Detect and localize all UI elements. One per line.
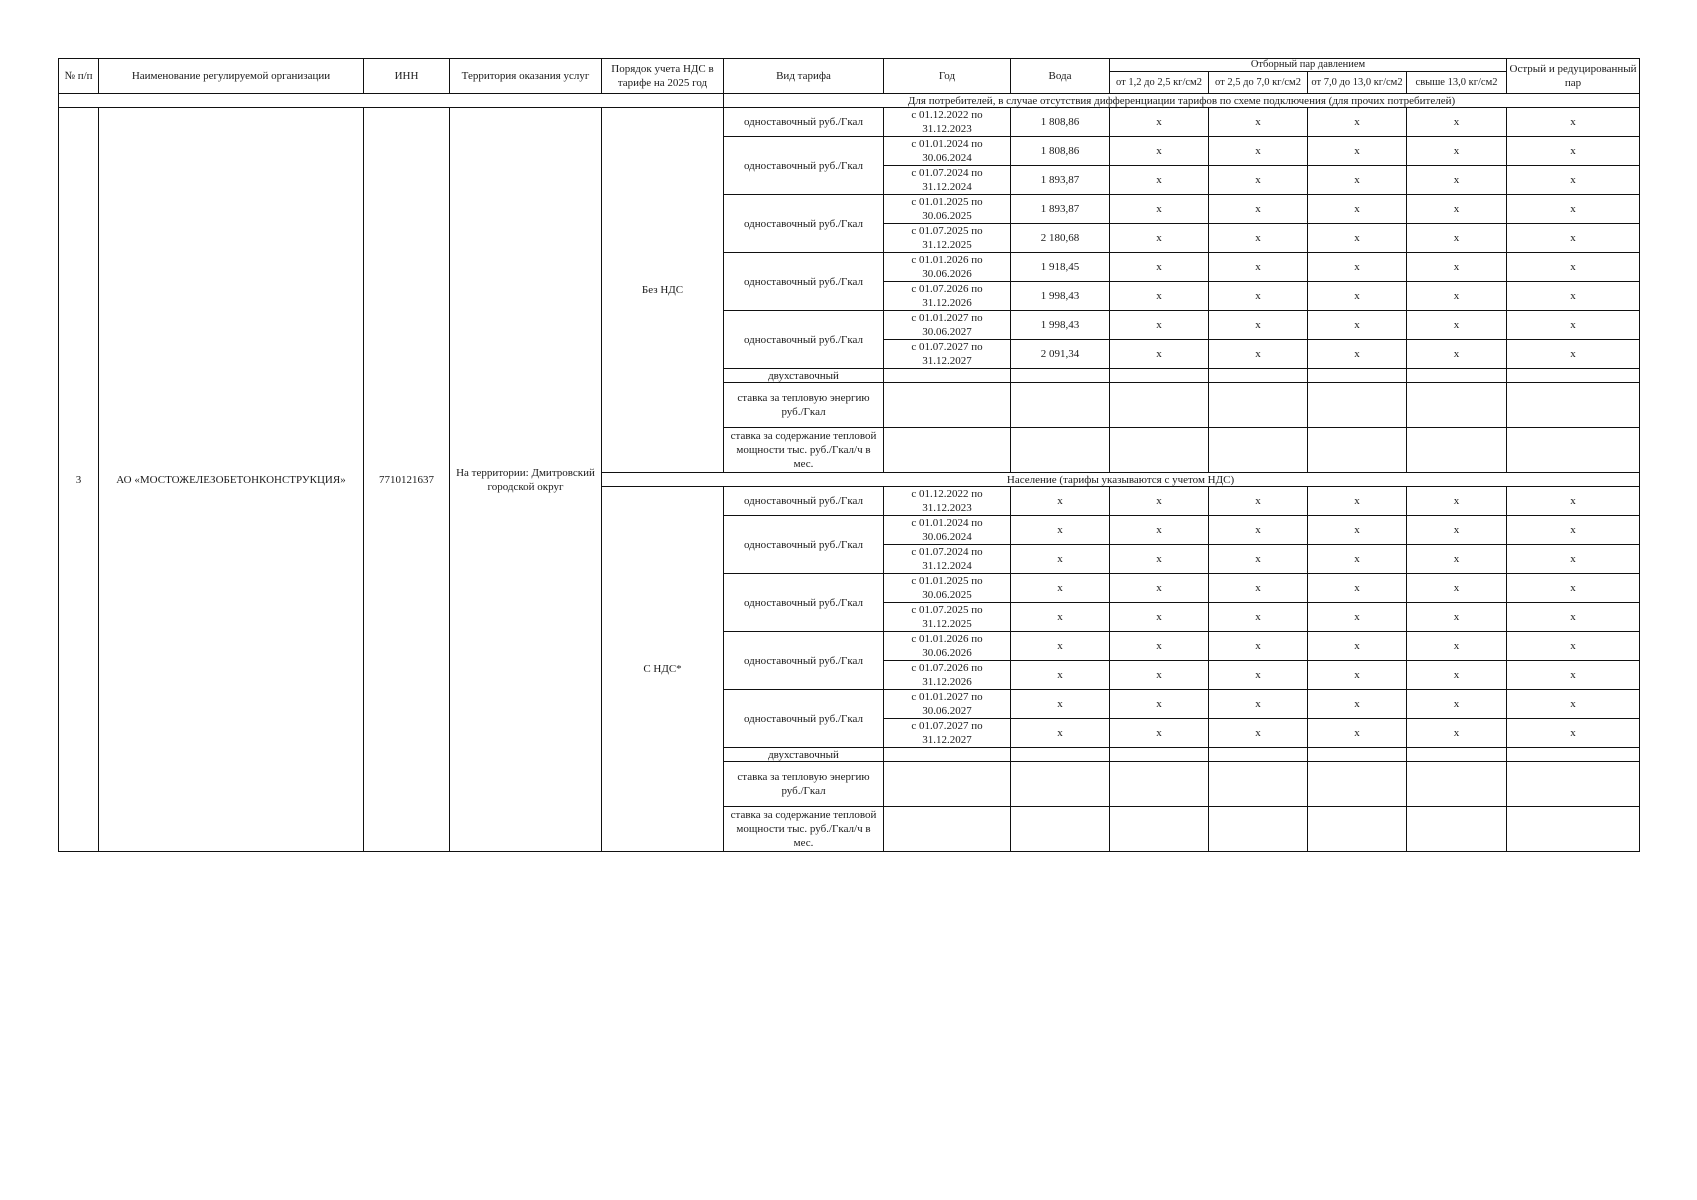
empty-cell	[1507, 428, 1640, 473]
steam-value: x	[1407, 137, 1507, 166]
empty-cell	[1507, 748, 1640, 762]
empty-cell	[1507, 383, 1640, 428]
empty-cell	[1308, 383, 1407, 428]
steam-value: x	[1209, 545, 1308, 574]
water-value: 1 808,86	[1011, 108, 1110, 137]
header-water: Вода	[1011, 59, 1110, 94]
steam-value: x	[1209, 340, 1308, 369]
steam-value: x	[1308, 574, 1407, 603]
rate-capacity-label: ставка за содержание тепловой мощности тыс. руб./Гкал/ч в мес.	[724, 428, 884, 473]
water-value: x	[1011, 574, 1110, 603]
header-org: Наименование регулируемой организации	[99, 59, 364, 94]
empty-cell	[1308, 428, 1407, 473]
period: с 01.07.2027 по 31.12.2027	[884, 719, 1011, 748]
steam-value: x	[1407, 719, 1507, 748]
steam-value: x	[1308, 603, 1407, 632]
org-territory: На территории: Дмитровский городской округ	[450, 108, 602, 852]
steam-value: x	[1407, 516, 1507, 545]
steam-value: x	[1407, 632, 1507, 661]
steam-value: x	[1308, 311, 1407, 340]
water-value: x	[1011, 632, 1110, 661]
steam-value: x	[1407, 487, 1507, 516]
steam-value: x	[1507, 545, 1640, 574]
period: с 01.01.2025 по 30.06.2025	[884, 574, 1011, 603]
steam-value: x	[1507, 603, 1640, 632]
empty-cell	[1011, 807, 1110, 852]
empty-cell	[1407, 807, 1507, 852]
empty-cell	[1507, 807, 1640, 852]
steam-value: x	[1407, 340, 1507, 369]
empty-cell	[1407, 762, 1507, 807]
steam-value: x	[1308, 487, 1407, 516]
empty-cell	[1308, 369, 1407, 383]
steam-value: x	[1209, 195, 1308, 224]
steam-value: x	[1308, 690, 1407, 719]
steam-value: x	[1407, 282, 1507, 311]
section-title: Население (тарифы указываются с учетом НДС)	[602, 473, 1640, 487]
tariff-table	[58, 58, 1640, 852]
steam-value: x	[1110, 661, 1209, 690]
empty-cell	[1308, 748, 1407, 762]
empty-cell	[884, 383, 1011, 428]
tariff-kind: одноставочный руб./Гкал	[724, 690, 884, 748]
steam-value: x	[1507, 574, 1640, 603]
section-left-spacer	[59, 94, 724, 108]
steam-value: x	[1407, 224, 1507, 253]
steam-value: x	[1209, 224, 1308, 253]
water-value: 1 918,45	[1011, 253, 1110, 282]
empty-cell	[1209, 428, 1308, 473]
steam-value: x	[1407, 574, 1507, 603]
header-row	[59, 59, 1640, 72]
steam-value: x	[1308, 166, 1407, 195]
empty-cell	[1209, 369, 1308, 383]
steam-value: x	[1308, 719, 1407, 748]
empty-cell	[1110, 748, 1209, 762]
steam-value: x	[1209, 719, 1308, 748]
steam-value: x	[1110, 195, 1209, 224]
tariff-kind: одноставочный руб./Гкал	[724, 311, 884, 369]
steam-value: x	[1407, 661, 1507, 690]
empty-cell	[1209, 748, 1308, 762]
tariff-kind: одноставочный руб./Гкал	[724, 137, 884, 195]
water-value: 1 998,43	[1011, 311, 1110, 340]
header-inn: ИНН	[364, 59, 450, 94]
steam-value: x	[1507, 282, 1640, 311]
tariff-sheet	[58, 58, 1640, 852]
steam-value: x	[1209, 661, 1308, 690]
water-value: x	[1011, 516, 1110, 545]
empty-cell	[1407, 383, 1507, 428]
steam-value: x	[1507, 690, 1640, 719]
header-year: Год	[884, 59, 1011, 94]
empty-cell	[1507, 762, 1640, 807]
steam-value: x	[1209, 690, 1308, 719]
period: с 01.01.2026 по 30.06.2026	[884, 632, 1011, 661]
tariff-kind: одноставочный руб./Гкал	[724, 487, 884, 516]
steam-value: x	[1507, 166, 1640, 195]
period: с 01.01.2024 по 30.06.2024	[884, 137, 1011, 166]
steam-value: x	[1209, 137, 1308, 166]
steam-value: x	[1507, 632, 1640, 661]
steam-value: x	[1110, 719, 1209, 748]
steam-value: x	[1209, 574, 1308, 603]
steam-value: x	[1209, 108, 1308, 137]
steam-value: x	[1110, 632, 1209, 661]
empty-cell	[1407, 369, 1507, 383]
steam-value: x	[1407, 545, 1507, 574]
steam-value: x	[1308, 108, 1407, 137]
steam-value: x	[1308, 545, 1407, 574]
water-value: x	[1011, 487, 1110, 516]
water-value: 1 893,87	[1011, 195, 1110, 224]
steam-value: x	[1209, 282, 1308, 311]
steam-value: x	[1110, 253, 1209, 282]
tariff-kind-two-part: двухставочный	[724, 748, 884, 762]
steam-value: x	[1308, 137, 1407, 166]
steam-value: x	[1507, 137, 1640, 166]
vat-order: С НДС*	[602, 487, 724, 852]
empty-cell	[1110, 762, 1209, 807]
empty-cell	[884, 807, 1011, 852]
steam-value: x	[1308, 632, 1407, 661]
steam-value: x	[1507, 253, 1640, 282]
tariff-kind: одноставочный руб./Гкал	[724, 108, 884, 137]
org-inn: 7710121637	[364, 108, 450, 852]
period: с 01.07.2026 по 31.12.2026	[884, 661, 1011, 690]
steam-value: x	[1110, 137, 1209, 166]
steam-value: x	[1507, 516, 1640, 545]
period: с 01.01.2026 по 30.06.2026	[884, 253, 1011, 282]
steam-value: x	[1110, 690, 1209, 719]
steam-value: x	[1507, 195, 1640, 224]
steam-value: x	[1308, 253, 1407, 282]
steam-value: x	[1308, 661, 1407, 690]
steam-value: x	[1110, 224, 1209, 253]
steam-value: x	[1110, 340, 1209, 369]
steam-value: x	[1110, 166, 1209, 195]
steam-value: x	[1407, 690, 1507, 719]
header-pressure-1: от 1,2 до 2,5 кг/см2	[1110, 72, 1209, 94]
steam-value: x	[1209, 632, 1308, 661]
steam-value: x	[1407, 166, 1507, 195]
vat-order: Без НДС	[602, 108, 724, 473]
steam-value: x	[1507, 311, 1640, 340]
rate-energy-label: ставка за тепловую энергию руб./Гкал	[724, 383, 884, 428]
empty-cell	[1011, 383, 1110, 428]
tariff-kind: одноставочный руб./Гкал	[724, 253, 884, 311]
steam-value: x	[1308, 282, 1407, 311]
water-value: x	[1011, 719, 1110, 748]
header-territory: Территория оказания услуг	[450, 59, 602, 94]
empty-cell	[1407, 428, 1507, 473]
empty-cell	[1407, 748, 1507, 762]
period: с 01.07.2024 по 31.12.2024	[884, 545, 1011, 574]
water-value: x	[1011, 690, 1110, 719]
tariff-kind: одноставочный руб./Гкал	[724, 574, 884, 632]
tariff-kind-two-part: двухставочный	[724, 369, 884, 383]
header-steam-group: Отборный пар давлением	[1110, 59, 1507, 72]
steam-value: x	[1209, 603, 1308, 632]
header-pressure-2: от 2,5 до 7,0 кг/см2	[1209, 72, 1308, 94]
period: с 01.01.2027 по 30.06.2027	[884, 311, 1011, 340]
steam-value: x	[1407, 311, 1507, 340]
table-row	[59, 108, 1640, 137]
water-value: 2 180,68	[1011, 224, 1110, 253]
steam-value: x	[1507, 487, 1640, 516]
empty-cell	[1110, 369, 1209, 383]
header-sharp-steam: Острый и редуцированный пар	[1507, 59, 1640, 94]
header-pressure-3: от 7,0 до 13,0 кг/см2	[1308, 72, 1407, 94]
steam-value: x	[1110, 545, 1209, 574]
water-value: 1 808,86	[1011, 137, 1110, 166]
rate-capacity-label: ставка за содержание тепловой мощности тыс. руб./Гкал/ч в мес.	[724, 807, 884, 852]
steam-value: x	[1209, 516, 1308, 545]
header-tariff-kind: Вид тарифа	[724, 59, 884, 94]
water-value: x	[1011, 661, 1110, 690]
steam-value: x	[1407, 603, 1507, 632]
header-pressure-4: свыше 13,0 кг/см2	[1407, 72, 1507, 94]
empty-cell	[1209, 762, 1308, 807]
steam-value: x	[1407, 108, 1507, 137]
steam-value: x	[1507, 108, 1640, 137]
period: с 01.01.2024 по 30.06.2024	[884, 516, 1011, 545]
steam-value: x	[1507, 340, 1640, 369]
steam-value: x	[1110, 603, 1209, 632]
water-value: 1 998,43	[1011, 282, 1110, 311]
water-value: x	[1011, 545, 1110, 574]
steam-value: x	[1209, 487, 1308, 516]
empty-cell	[1011, 369, 1110, 383]
empty-cell	[1110, 807, 1209, 852]
steam-value: x	[1209, 253, 1308, 282]
section-title: Для потребителей, в случае отсутствия дифференциации тарифов по схеме подключения (для прочих потребителей)	[724, 94, 1640, 108]
water-value: 2 091,34	[1011, 340, 1110, 369]
empty-cell	[1011, 748, 1110, 762]
steam-value: x	[1507, 661, 1640, 690]
header-num: № п/п	[59, 59, 99, 94]
period: с 01.07.2026 по 31.12.2026	[884, 282, 1011, 311]
empty-cell	[1308, 762, 1407, 807]
period: с 01.12.2022 по 31.12.2023	[884, 487, 1011, 516]
period: с 01.07.2024 по 31.12.2024	[884, 166, 1011, 195]
empty-cell	[1110, 383, 1209, 428]
tariff-kind: одноставочный руб./Гкал	[724, 195, 884, 253]
empty-cell	[884, 748, 1011, 762]
steam-value: x	[1308, 224, 1407, 253]
empty-cell	[1011, 762, 1110, 807]
org-number: 3	[59, 108, 99, 852]
empty-cell	[1209, 807, 1308, 852]
steam-value: x	[1308, 340, 1407, 369]
rate-energy-label: ставка за тепловую энергию руб./Гкал	[724, 762, 884, 807]
empty-cell	[1209, 383, 1308, 428]
org-name: АО «МОСТОЖЕЛЕЗОБЕТОНКОНСТРУКЦИЯ»	[99, 108, 364, 852]
empty-cell	[1308, 807, 1407, 852]
empty-cell	[1011, 428, 1110, 473]
steam-value: x	[1407, 253, 1507, 282]
steam-value: x	[1308, 195, 1407, 224]
section-title-row	[59, 94, 1640, 108]
steam-value: x	[1110, 516, 1209, 545]
empty-cell	[884, 428, 1011, 473]
steam-value: x	[1110, 487, 1209, 516]
empty-cell	[884, 762, 1011, 807]
empty-cell	[884, 369, 1011, 383]
steam-value: x	[1507, 224, 1640, 253]
steam-value: x	[1209, 166, 1308, 195]
period: с 01.07.2025 по 31.12.2025	[884, 603, 1011, 632]
period: с 01.07.2025 по 31.12.2025	[884, 224, 1011, 253]
period: с 01.01.2025 по 30.06.2025	[884, 195, 1011, 224]
water-value: x	[1011, 603, 1110, 632]
steam-value: x	[1308, 516, 1407, 545]
steam-value: x	[1110, 311, 1209, 340]
water-value: 1 893,87	[1011, 166, 1110, 195]
empty-cell	[1507, 369, 1640, 383]
period: с 01.12.2022 по 31.12.2023	[884, 108, 1011, 137]
tariff-kind: одноставочный руб./Гкал	[724, 516, 884, 574]
steam-value: x	[1209, 311, 1308, 340]
steam-value: x	[1110, 108, 1209, 137]
steam-value: x	[1110, 282, 1209, 311]
empty-cell	[1110, 428, 1209, 473]
tariff-kind: одноставочный руб./Гкал	[724, 632, 884, 690]
steam-value: x	[1110, 574, 1209, 603]
period: с 01.07.2027 по 31.12.2027	[884, 340, 1011, 369]
steam-value: x	[1507, 719, 1640, 748]
steam-value: x	[1407, 195, 1507, 224]
period: с 01.01.2027 по 30.06.2027	[884, 690, 1011, 719]
header-vat-order: Порядок учета НДС в тарифе на 2025 год	[602, 59, 724, 94]
